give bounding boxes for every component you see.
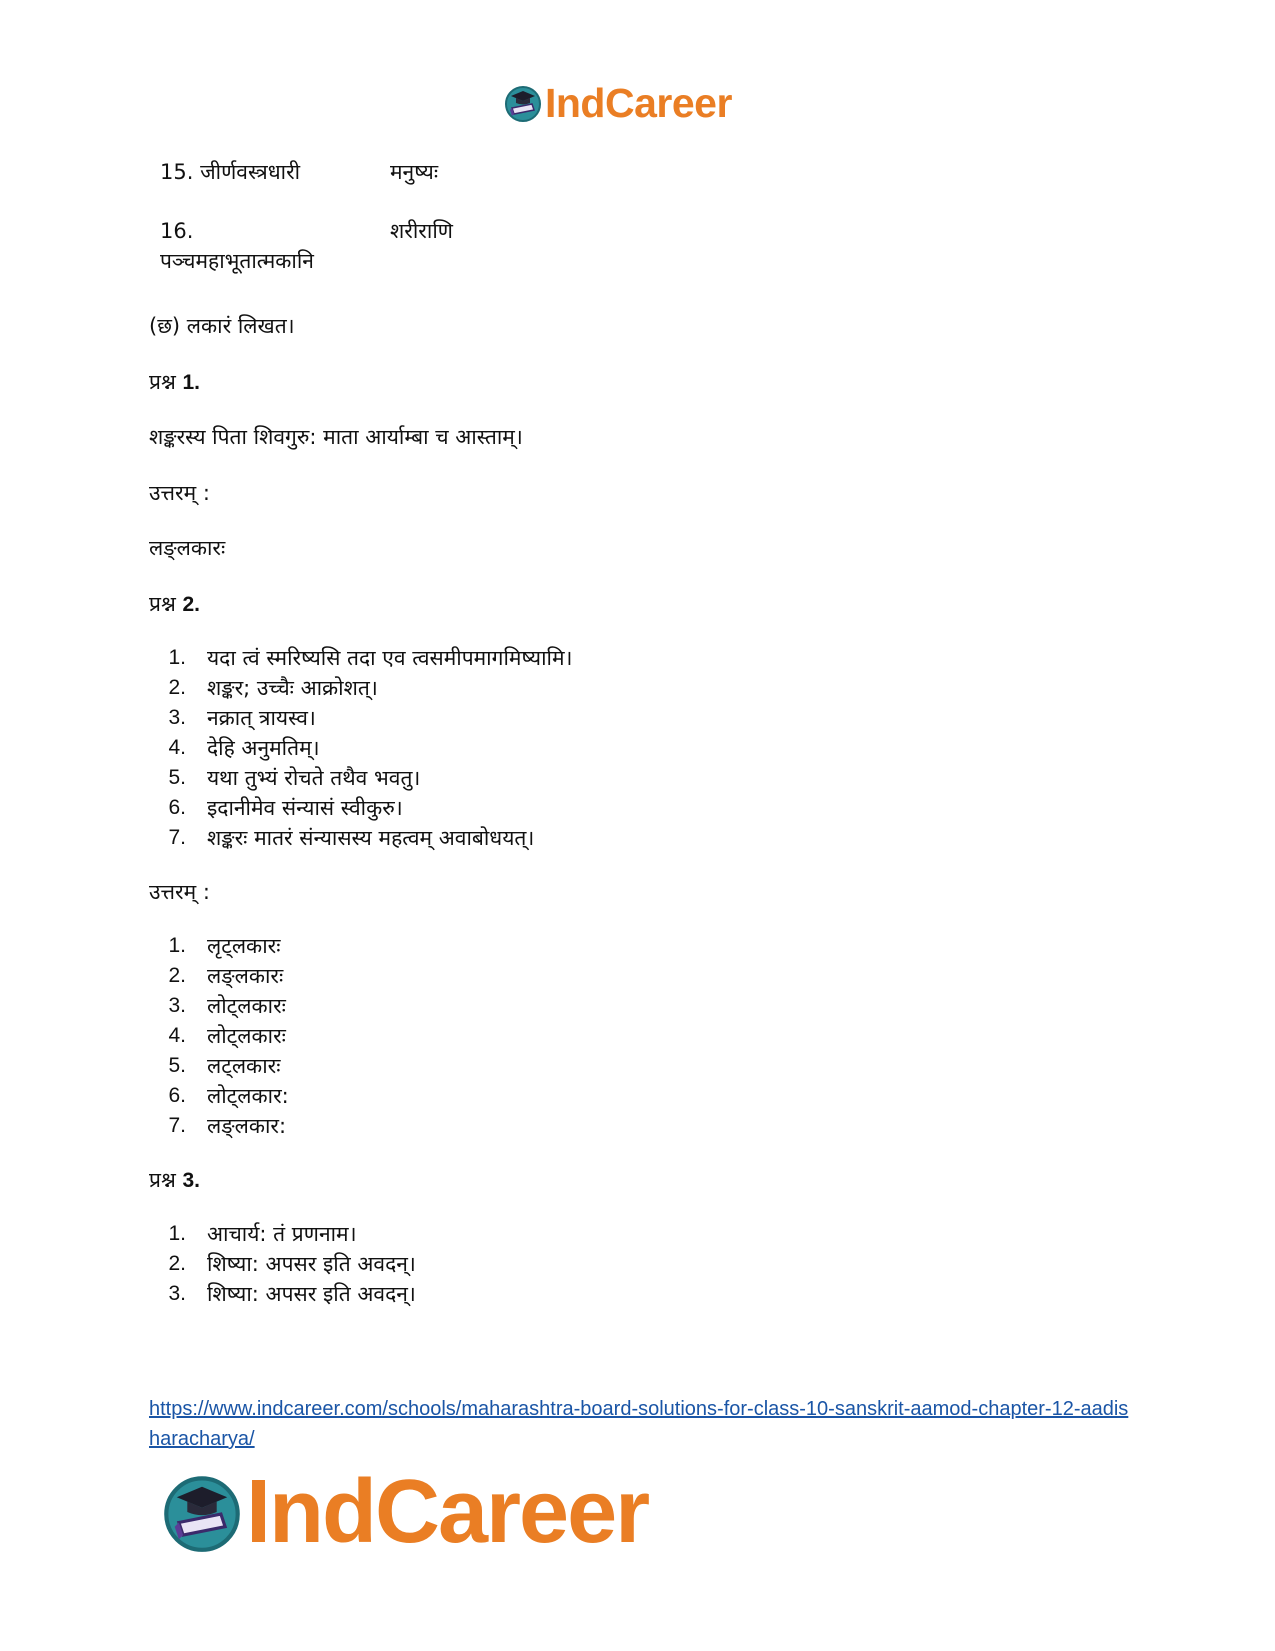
header-logo <box>503 80 732 126</box>
graduation-book-globe-icon <box>160 1470 244 1554</box>
question-3-heading <box>149 1165 200 1196</box>
question-1-answer: लङ्लकारः <box>149 536 226 560</box>
list-item: 3. नक्रात् त्रायस्व। <box>168 706 316 730</box>
question-number: 1. <box>182 371 200 394</box>
list-item: 7. शङ्करः मातरं संन्यासस्य महत्वम् अवाबोधयत्। <box>168 826 535 850</box>
row-number: 15. <box>160 160 194 184</box>
section-heading: (छ) लकारं लिखत। <box>149 314 295 338</box>
question-label: प्रश्न <box>149 592 176 616</box>
question-label: प्रश्न <box>149 370 176 394</box>
question-2-answers <box>149 931 289 1141</box>
source-link[interactable]: https://www.indcareer.com/schools/maharashtra-board-solutions-for-class-10-sanskrit-aamod-chapter-12-aadisharacharya/ <box>149 1398 1129 1450</box>
question-1-sentence: शङ्करस्य पिता शिवगुरु: माता आर्याम्बा च आस्ताम्। <box>149 425 523 449</box>
list-item: 1. यदा त्वं स्मरिष्यसि तदा एव त्वसमीपमागमिष्यामि। <box>168 646 573 670</box>
list-item: 5. लट्लकारः <box>168 1054 281 1078</box>
answer-label: उत्तरम् : <box>149 880 210 904</box>
list-item: 7. लङ्लकार: <box>168 1114 287 1138</box>
question-2-list <box>149 643 572 853</box>
footer-logo <box>160 1462 648 1562</box>
list-item: 1. आचार्य: तं प्रणनाम। <box>168 1222 357 1246</box>
question-3-list <box>149 1219 416 1309</box>
row-right-cell: शरीराणि <box>390 219 453 243</box>
graduation-book-globe-icon <box>503 83 543 123</box>
table-row-15 <box>160 157 300 187</box>
list-item: 3. शिष्या: अपसर इति अवदन्। <box>168 1282 416 1306</box>
list-item: 2. शङ्कर; उच्चैः आक्रोशत्। <box>168 676 378 700</box>
row-number: 16. <box>160 219 194 243</box>
question-number: 3. <box>182 1169 200 1192</box>
question-2-heading <box>149 589 200 620</box>
list-item: 6. इदानीमेव संन्यासं स्वीकुरु। <box>168 796 403 820</box>
row-left-cell: जीर्णवस्त्रधारी <box>200 160 301 184</box>
list-item: 2. लङ्लकारः <box>168 964 284 988</box>
list-item: 5. यथा तुभ्यं रोचते तथैव भवतु। <box>168 766 421 790</box>
list-item: 4. लोट्लकारः <box>168 1024 286 1048</box>
list-item: 3. लोट्लकारः <box>168 994 286 1018</box>
list-item: 1. लृट्लकारः <box>168 934 281 958</box>
question-number: 2. <box>182 593 200 616</box>
row-right-cell: मनुष्यः <box>390 160 439 184</box>
list-item: 2. शिष्या: अपसर इति अवदन्। <box>168 1252 416 1276</box>
answer-label: उत्तरम् : <box>149 481 210 505</box>
question-1-heading <box>149 367 200 398</box>
list-item: 4. देहि अनुमतिम्। <box>168 736 320 760</box>
row-left-cell: पञ्चमहाभूतात्मकानि <box>160 249 314 273</box>
footer-logo-text: IndCareer <box>246 1462 649 1562</box>
question-label: प्रश्न <box>149 1168 176 1192</box>
header-logo-text: IndCareer <box>545 80 732 126</box>
list-item: 6. लोट्लकार: <box>168 1084 289 1108</box>
